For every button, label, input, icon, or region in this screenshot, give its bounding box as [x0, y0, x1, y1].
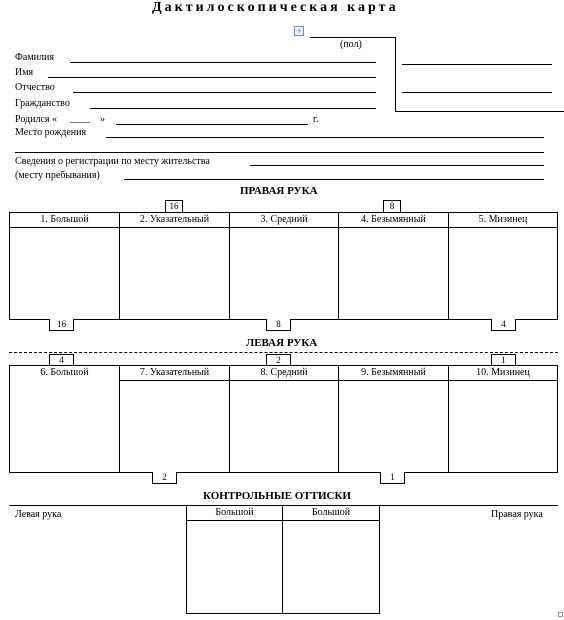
right-top-tab-16: 16: [165, 200, 183, 213]
patronymic-label: Отчество: [15, 82, 55, 93]
birthplace-field-2[interactable]: [15, 152, 544, 153]
control-left-thumb-box[interactable]: [186, 506, 283, 614]
right-finger-2-box[interactable]: [119, 212, 230, 320]
left-hand-title: ЛЕВАЯ РУКА: [246, 337, 318, 349]
name-field[interactable]: [48, 77, 376, 78]
left-finger-9-label: 9. Безымянный: [339, 366, 448, 381]
right-finger-5-label: 5. Мизинец: [449, 213, 557, 228]
left-finger-8-label: 8. Средний: [230, 366, 338, 381]
patronymic-field[interactable]: [73, 92, 376, 93]
resize-handle-icon[interactable]: [558, 612, 563, 617]
box-line-2: [402, 92, 552, 93]
left-bottom-tab-2: 2: [152, 472, 177, 484]
page-title: Дактилоскопическая карта: [152, 0, 399, 15]
left-finger-6-label: 6. Большой: [40, 367, 89, 378]
born-close-quote: »: [100, 114, 105, 125]
cut-line: [9, 352, 558, 353]
citizenship-label: Гражданство: [15, 98, 70, 109]
right-finger-4-box[interactable]: [338, 212, 449, 320]
control-right-label: Правая рука: [491, 509, 543, 520]
surname-label: Фамилия: [15, 52, 54, 63]
registration-field[interactable]: [250, 165, 544, 166]
registration-label: Сведения о регистрации по месту жительства: [15, 156, 210, 167]
right-finger-3-box[interactable]: [229, 212, 339, 320]
left-top-tab-4: 4: [49, 354, 74, 366]
left-finger-6-box[interactable]: [9, 365, 120, 473]
birthplace-field[interactable]: [106, 137, 544, 138]
stay-field[interactable]: [124, 179, 544, 180]
left-top-tab-2: 2: [266, 354, 291, 366]
control-right-thumb-box[interactable]: [282, 506, 380, 614]
right-finger-1-label: 1. Большой: [10, 213, 119, 228]
citizenship-field[interactable]: [90, 108, 376, 109]
right-hand-title: ПРАВАЯ РУКА: [240, 185, 318, 197]
move-handle-icon[interactable]: +: [294, 26, 304, 36]
surname-field[interactable]: [70, 62, 376, 63]
right-finger-3-label: 3. Средний: [230, 213, 338, 228]
right-bottom-tab-16: 16: [49, 319, 74, 331]
left-finger-7-box[interactable]: [119, 365, 230, 473]
left-finger-10-label: 10. Мизинец: [449, 366, 557, 381]
right-finger-4-label: 4. Безымянный: [339, 213, 448, 228]
stay-label: (месту пребывания): [15, 170, 100, 181]
control-title: КОНТРОЛЬНЫЕ ОТТИСКИ: [203, 490, 351, 502]
control-left-label: Левая рука: [15, 509, 62, 520]
birthplace-label: Место рождения: [15, 127, 87, 138]
left-finger-10-box[interactable]: [448, 365, 558, 473]
born-day-field[interactable]: ____: [70, 113, 90, 124]
born-date-field[interactable]: [116, 124, 308, 125]
born-label: Родился «: [15, 114, 57, 125]
right-bottom-tab-4: 4: [491, 319, 516, 331]
box-top-border: [310, 37, 396, 38]
control-left-thumb-label: Большой: [187, 506, 282, 521]
right-bottom-tab-8: 8: [266, 319, 291, 331]
right-top-tab-8: 8: [383, 200, 401, 213]
box-bottom-border: [395, 111, 564, 112]
left-top-tab-1: 1: [491, 354, 516, 366]
control-right-thumb-label: Большой: [283, 506, 379, 521]
name-label: Имя: [15, 67, 34, 78]
left-finger-7-label: 7. Указательный: [120, 366, 229, 381]
left-finger-9-box[interactable]: [338, 365, 449, 473]
right-finger-2-label: 2. Указательный: [120, 213, 229, 228]
left-bottom-tab-1: 1: [380, 472, 405, 484]
right-finger-5-box[interactable]: [448, 212, 558, 320]
right-finger-1-box[interactable]: [9, 212, 120, 320]
box-left-border: [395, 37, 396, 112]
year-suffix: г.: [313, 114, 319, 125]
left-finger-8-box[interactable]: [229, 365, 339, 473]
box-line-1: [402, 64, 552, 65]
pol-label: (пол): [340, 39, 362, 50]
